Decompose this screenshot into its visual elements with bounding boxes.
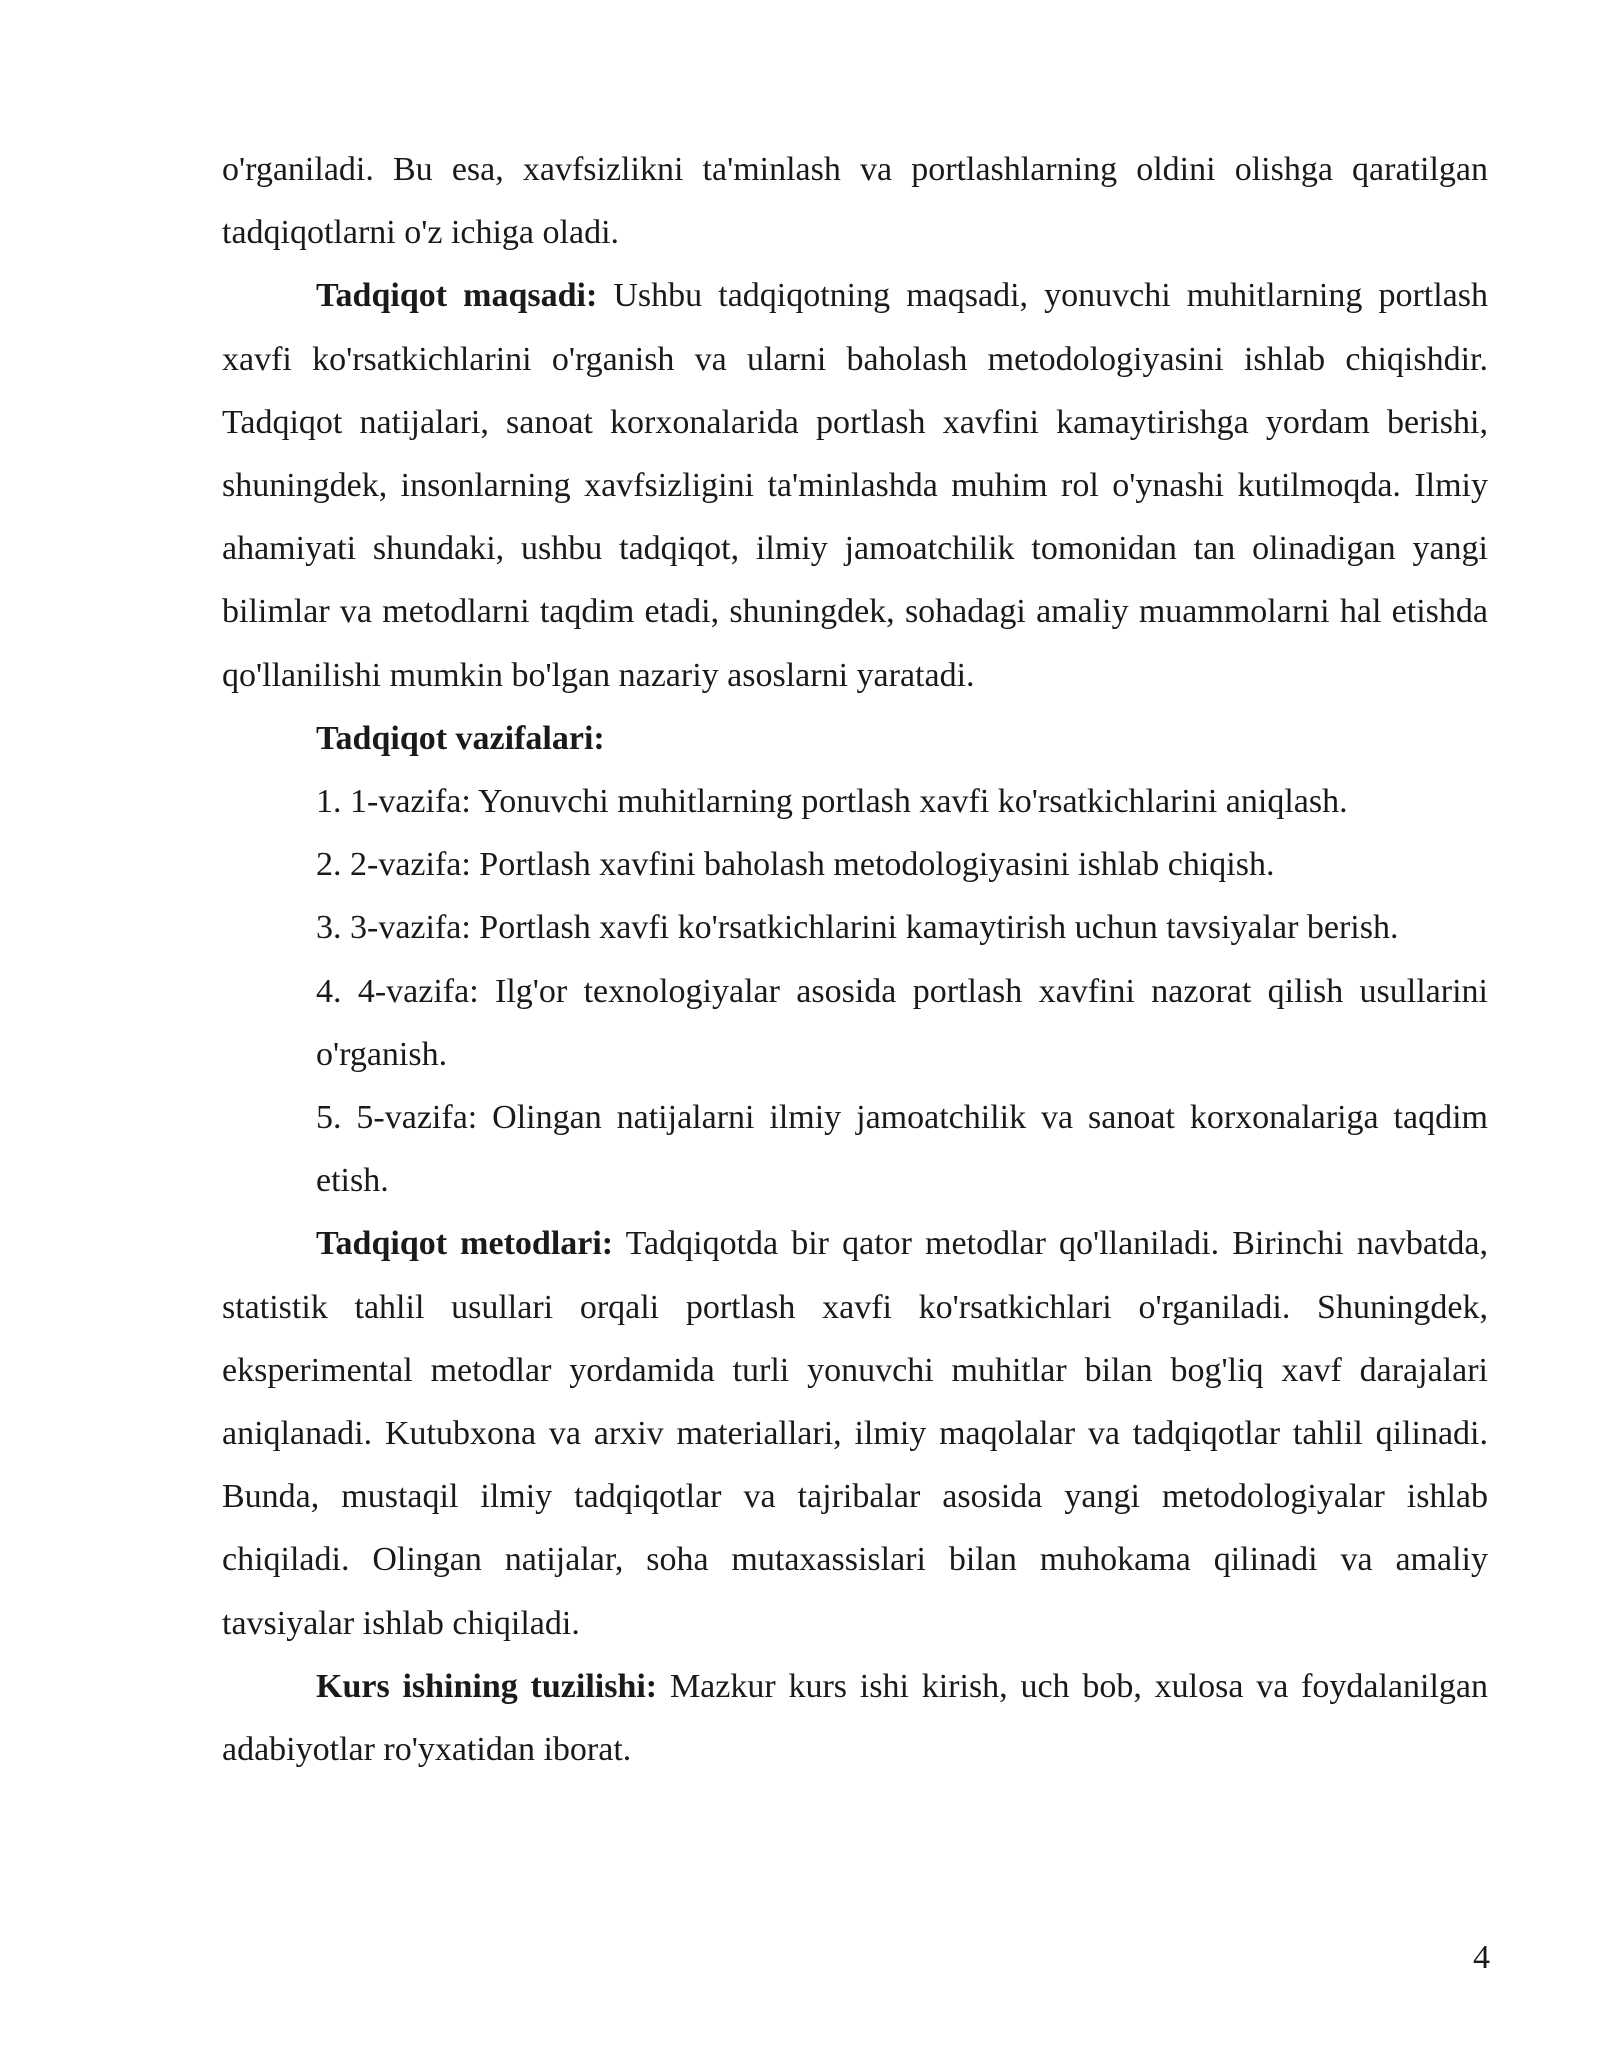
methods-heading: Tadqiqot metodlari: [316,1225,614,1263]
tasks-heading-paragraph [222,707,1488,770]
goal-paragraph [222,264,1488,706]
goal-text: Ushbu tadqiqotning maqsadi, yonuvchi muhitlarning portlash xavfi ko'rsatkichlarini o'rganish va ularni baholash metodologiyasini ishlab chiqishdir. Tadqiqot natijalari, sanoat korxonalarida portlash xavfini kamaytirishga yordam berishi, shuningdek, insonlarning xavfsizligini ta'minlashda muhim rol o'ynashi kutilmoqda. Ilmiy ahamiyati shundaki, ushbu tadqiqot, ilmiy jamoatchilik tomonidan tan olinadigan yangi bilimlar va metodlarni taqdim etadi, shuningdek, sohadagi amaliy muammolarni hal etishda qo'llanilishi mumkin bo'lgan nazariy asoslarni yaratadi. [222,277,1488,694]
structure-heading: Kurs ishining tuzilishi: [316,1667,658,1705]
page-number: 4 [1473,1939,1490,1976]
goal-heading: Tadqiqot maqsadi: [316,277,598,315]
structure-text: Mazkur kurs ishi kirish, uch bob, xulosa va foydalanilgan adabiyotlar ro'yxatidan iborat. [222,1667,1489,1769]
task-item-4: 4. 4-vazifa: Ilg'or texnologiyalar asosida portlash xavfini nazorat qilish usullarini o'rganish. [316,972,1488,1073]
task-item-2: 2. 2-vazifa: Portlash xavfini baholash metodologiyasini ishlab chiqish. [316,846,1275,884]
methods-text: Tadqiqotda bir qator metodlar qo'llaniladi. Birinchi navbatda, statistik tahlil usullari orqali portlash xavfi ko'rsatkichlari o'rganiladi. Shuningdek, eksperimental metodlar yordamida turli yonuvchi muhitlar bilan bog'liq xavf darajalari aniqlanadi. Kutubxona va arxiv materiallari, ilmiy maqolalar va tadqiqotlar tahlil qilinadi. Bunda, mustaqil ilmiy tadqiqotlar va tajribalar asosida yangi metodologiyalar ishlab chiqiladi. Olingan natijalar, soha mutaxassislari bilan muhokama qilinadi va amaliy tavsiyalar ishlab chiqiladi. [222,1225,1488,1642]
task-item-5: 5. 5-vazifa: Olingan natijalarni ilmiy jamoatchilik va sanoat korxonalariga taqdim etish. [316,1099,1488,1200]
tasks-heading: Tadqiqot vazifalari: [316,719,605,757]
task-item-1: 1. 1-vazifa: Yonuvchi muhitlarning portlash xavfi ko'rsatkichlarini aniqlash. [316,783,1348,821]
structure-paragraph [222,1655,1488,1781]
document-page [222,138,1488,1781]
task-item-3: 3. 3-vazifa: Portlash xavfi ko'rsatkichlarini kamaytirish uchun tavsiyalar berish. [316,909,1399,947]
intro-paragraph: o'rganiladi. Bu esa, xavfsizlikni ta'minlash va portlashlarning oldini olishga qaratilgan tadqiqotlarni o'z ichiga oladi. [222,151,1488,252]
methods-paragraph [222,1212,1488,1654]
